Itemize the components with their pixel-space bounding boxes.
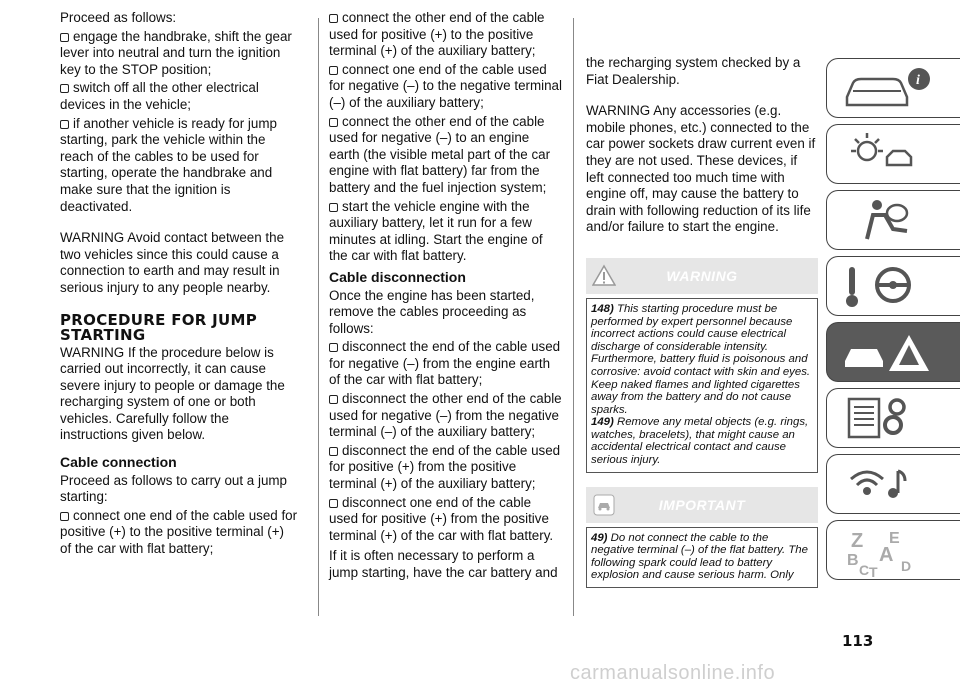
key-steering-wheel-icon [837, 261, 937, 311]
note-number: 149) [591, 416, 614, 429]
index-letter: Z [851, 530, 864, 552]
checkbox-bullet-icon [329, 118, 338, 127]
tab-index[interactable] [826, 520, 960, 580]
safety-airbag-icon [837, 195, 937, 245]
tab-starting-driving[interactable] [826, 256, 960, 316]
warning-box-header [586, 258, 818, 294]
bullet-item [329, 62, 563, 112]
checkbox-bullet-icon [329, 203, 338, 212]
car-emergency-icon [837, 327, 937, 377]
bullet-item [60, 116, 298, 216]
column-2 [329, 10, 563, 584]
subsection-heading: Cable connection [60, 454, 177, 471]
bullet-text: connect the other end of the cable used for positive (+) to the positive terminal (+) of the auxiliary battery; [329, 10, 545, 59]
bullet-text: connect one end of the cable used for negative (–) to the negative terminal (–) of the auxiliary battery; [329, 61, 562, 110]
index-letter: A [879, 544, 894, 566]
index-letter: D [901, 558, 912, 574]
warning-text: WARNING If the procedure below is carried out incorrectly, it can cause severe injury to people or damage the recharging system of one or both vehicles. Carefully follow the instructions given below. [60, 344, 285, 443]
note-text: Remove any metal objects (e.g. rings, watches, bracelets), that might cause an accidental electrical contact and cause serious injury. [591, 416, 809, 467]
paragraph: the recharging system checked by a Fiat Dealership. [586, 55, 801, 87]
tab-safety[interactable] [826, 190, 960, 250]
warning-text: WARNING Avoid contact between the two vehicles since this could cause a connection to earth and may result in serious injury to any people nearby. [60, 230, 285, 295]
column-1 [60, 10, 298, 560]
note-text: This starting procedure must be performed by expert personnel because incorrect actions could cause electrical discharge of considerable intensity. Furthermore, battery fluid is poisonous and corrosive: avoid contact with skin and eyes. Keep naked flames and lighted cigarettes away from the battery and do not cause sparks. [591, 302, 811, 416]
paragraph: If it is often necessary to perform a jump starting, have the car battery and [329, 548, 558, 580]
svg-text:i: i [916, 73, 920, 88]
bullet-list [60, 29, 298, 216]
bullet-text: connect one end of the cable used for positive (+) to the positive terminal (+) of the car with flat battery; [60, 507, 298, 557]
watermark: carmanualsonline.info [570, 662, 776, 684]
bullet-item [329, 114, 563, 197]
bullet-text: if another vehicle is ready for jump starting, park the vehicle within the reach of the cables to be used for starting, operate the handbrake and make sure that the ignition is deactivated. [60, 115, 277, 214]
tab-multimedia[interactable] [826, 454, 960, 514]
index-letter: E [889, 530, 900, 547]
bullet-item [329, 495, 563, 545]
checkbox-bullet-icon [329, 66, 338, 75]
index-letter: T [869, 564, 878, 577]
warning-box-title: WARNING [666, 267, 738, 284]
warning-box [586, 298, 818, 473]
checkbox-bullet-icon [329, 343, 338, 352]
car-info-icon [837, 63, 937, 113]
checkbox-bullet-icon [60, 84, 69, 93]
bullet-text: start the vehicle engine with the auxiliary battery, let it run for a few minutes at idling. Start the engine of the car with flat battery. [329, 198, 543, 264]
bullet-item [329, 391, 563, 441]
subsection-heading: Cable disconnection [329, 268, 466, 285]
index-icon [837, 525, 937, 577]
bullet-list [329, 10, 563, 265]
warning-text: WARNING Any accessories (e.g. mobile phones, etc.) connected to the car power sockets draw current even if they are not used. These devices, if left connected too much time with engine off, may cause the battery to drain with following reduction of its life and/or failure to start the engine. [586, 103, 816, 235]
checkbox-bullet-icon [329, 499, 338, 508]
important-box [586, 527, 818, 588]
bullet-list [329, 339, 563, 544]
note-number: 148) [591, 302, 614, 315]
checkbox-bullet-icon [329, 447, 338, 456]
bullet-item [329, 443, 563, 493]
bullet-item [60, 29, 298, 79]
column-3 [586, 10, 818, 588]
bullet-item [60, 508, 298, 558]
checkbox-bullet-icon [60, 512, 69, 521]
checkbox-bullet-icon [329, 395, 338, 404]
bullet-text: disconnect the other end of the cable used for negative (–) from the negative terminal (–) of the auxiliary battery; [329, 391, 562, 440]
bullet-text: engage the handbrake, shift the gear lever into neutral and turn the ignition key to the STOP position; [60, 28, 292, 77]
note-text: Do not connect the cable to the negative terminal (–) of the flat battery. The following spark could lead to battery explosion and cause serious harm. Only [591, 531, 808, 582]
dashboard-lights-icon [837, 129, 937, 179]
bullet-item [329, 10, 563, 60]
bullet-list [60, 508, 298, 558]
bullet-text: disconnect the end of the cable used for positive (+) from the positive terminal (+) of the auxiliary battery; [329, 442, 561, 492]
bullet-item [60, 80, 298, 113]
tab-emergency[interactable] [826, 322, 960, 382]
tab-dashboard[interactable] [826, 124, 960, 184]
checkbox-bullet-icon [60, 33, 69, 42]
maintenance-icon [837, 393, 937, 443]
index-letter: C [859, 562, 870, 577]
index-letter: B [847, 552, 859, 569]
intro-text: Proceed as follows: [60, 10, 177, 25]
multimedia-icon [837, 459, 937, 509]
important-box-header [586, 487, 818, 523]
column-divider [573, 18, 574, 616]
bullet-item [329, 199, 563, 265]
paragraph: Proceed as follows to carry out a jump starting: [60, 472, 288, 505]
bullet-text: disconnect the end of the cable used for negative (–) from the engine earth of the car with flat battery; [329, 339, 561, 388]
tab-maintenance[interactable] [826, 388, 960, 448]
tab-car-info[interactable] [826, 58, 960, 118]
checkbox-bullet-icon [60, 120, 69, 129]
checkbox-bullet-icon [329, 14, 338, 23]
bullet-text: switch off all the other electrical devices in the vehicle; [60, 80, 259, 112]
bullet-item [329, 339, 563, 389]
column-divider [318, 18, 319, 616]
important-box-title: IMPORTANT [658, 496, 746, 513]
note-number: 49) [591, 531, 608, 544]
page-number: 113 [842, 632, 874, 650]
section-heading: PROCEDURE FOR JUMP STARTING [60, 310, 258, 344]
bullet-text: connect the other end of the cable used for negative (–) to an engine earth (the visible metal part of the car engine with flat battery) far from the battery and the fuel injection system; [329, 113, 551, 195]
paragraph: Once the engine has been started, remove the cables proceeding as follows: [329, 287, 535, 336]
bullet-text: disconnect one end of the cable used for positive (+) from the positive terminal (+) of the car with flat battery. [329, 494, 554, 543]
